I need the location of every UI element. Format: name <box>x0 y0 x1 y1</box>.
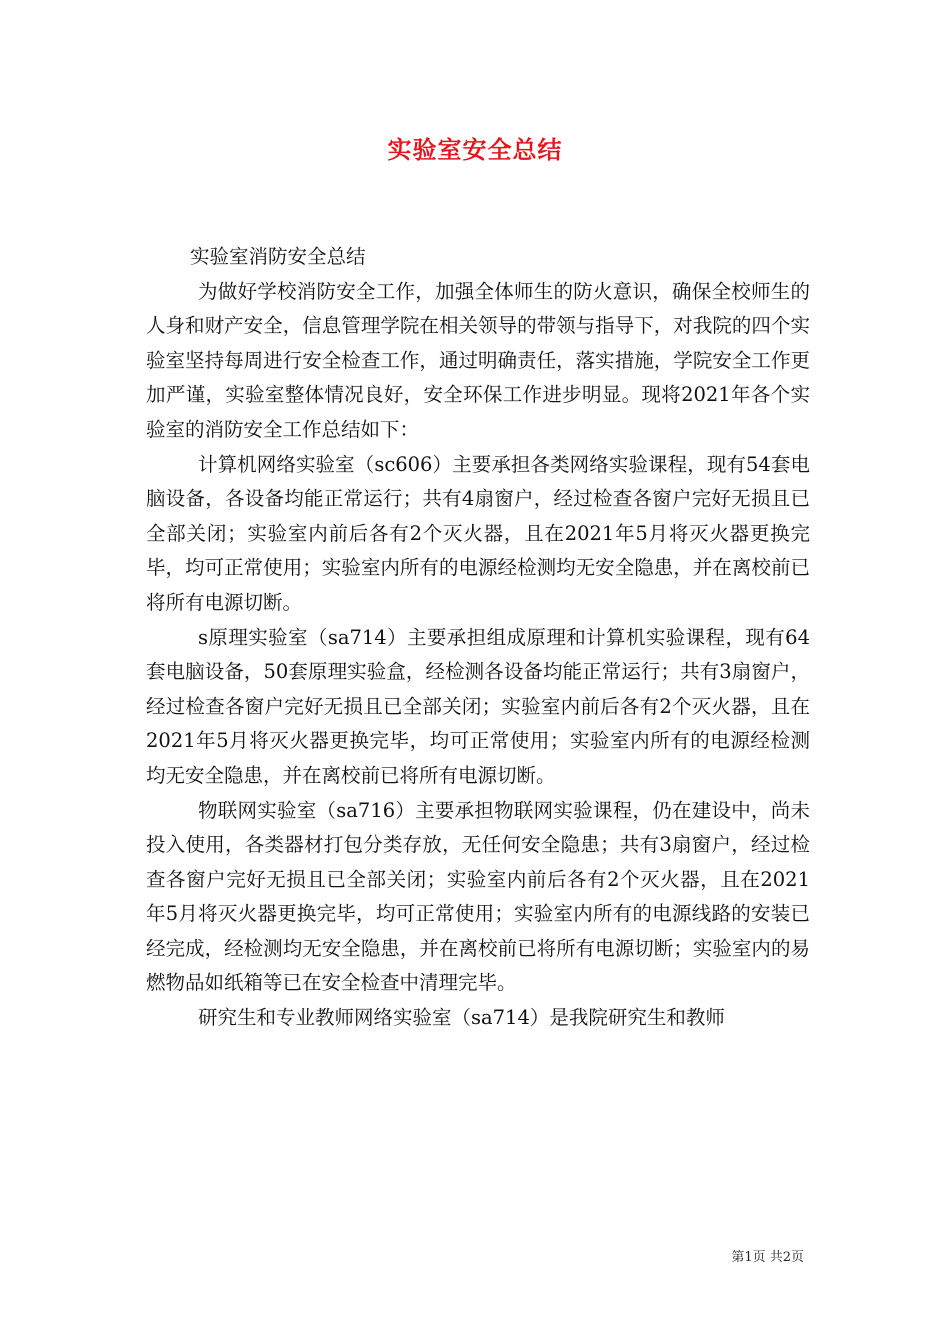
section-heading: 实验室消防安全总结 <box>190 245 366 268</box>
document-title: 实验室安全总结 <box>387 135 563 164</box>
paragraph-network-lab: 计算机网络实验室（sc606）主要承担各类网络实验课程，现有54套电脑设备，各设备均能正常运行；共有4扇窗户，经过检查各窗户完好无损且已全部关闭；实验室内前后各有2个灭火器，且在2021年5月将灭火器更换完毕，均可正常使用；实验室内所有的电源经检测均无安全隐患，并在离校前已将所有电源切断。 <box>146 452 810 614</box>
paragraph-iot-lab: 物联网实验室（sa716）主要承担物联网实验课程，仍在建设中，尚未投入使用，各类器材打包分类存放，无任何安全隐患；共有3扇窗户，经过检查各窗户完好无损且已全部关闭；实验室内前后各有2个灭火器，且在2021年5月将灭火器更换完毕，均可正常使用；实验室内所有的电源线路的安装已经完成，经检测均无安全隐患，并在离校前已将所有电源切断；实验室内的易燃物品如纸箱等已在安全检查中清理完毕。 <box>146 798 810 995</box>
paragraph-principle-lab: s原理实验室（sa714）主要承担组成原理和计算机实验课程，现有64套电脑设备，50套原理实验盒，经检测各设备均能正常运行；共有3扇窗户，经过检查各窗户完好无损且已全部关闭；实验室内前后各有2个灭火器，且在2021年5月将灭火器更换完毕，均可正常使用；实验室内所有的电源经检测均无安全隐患，并在离校前已将所有电源切断。 <box>146 625 810 787</box>
page-number-footer: 第1页 共2页 <box>731 1250 804 1265</box>
paragraph-graduate-lab: 研究生和专业教师网络实验室（sa714）是我院研究生和教师 <box>198 1006 725 1030</box>
document-body <box>146 240 810 1036</box>
paragraph-intro: 为做好学校消防安全工作，加强全体师生的防火意识，确保全校师生的人身和财产安全，信息管理学院在相关领导的带领与指导下，对我院的四个实验室坚持每周进行安全检查工作，通过明确责任，落实措施，学院安全工作更加严谨，实验室整体情况良好，安全环保工作进步明显。现将2021年各个实验室的消防安全工作总结如下： <box>146 279 810 441</box>
